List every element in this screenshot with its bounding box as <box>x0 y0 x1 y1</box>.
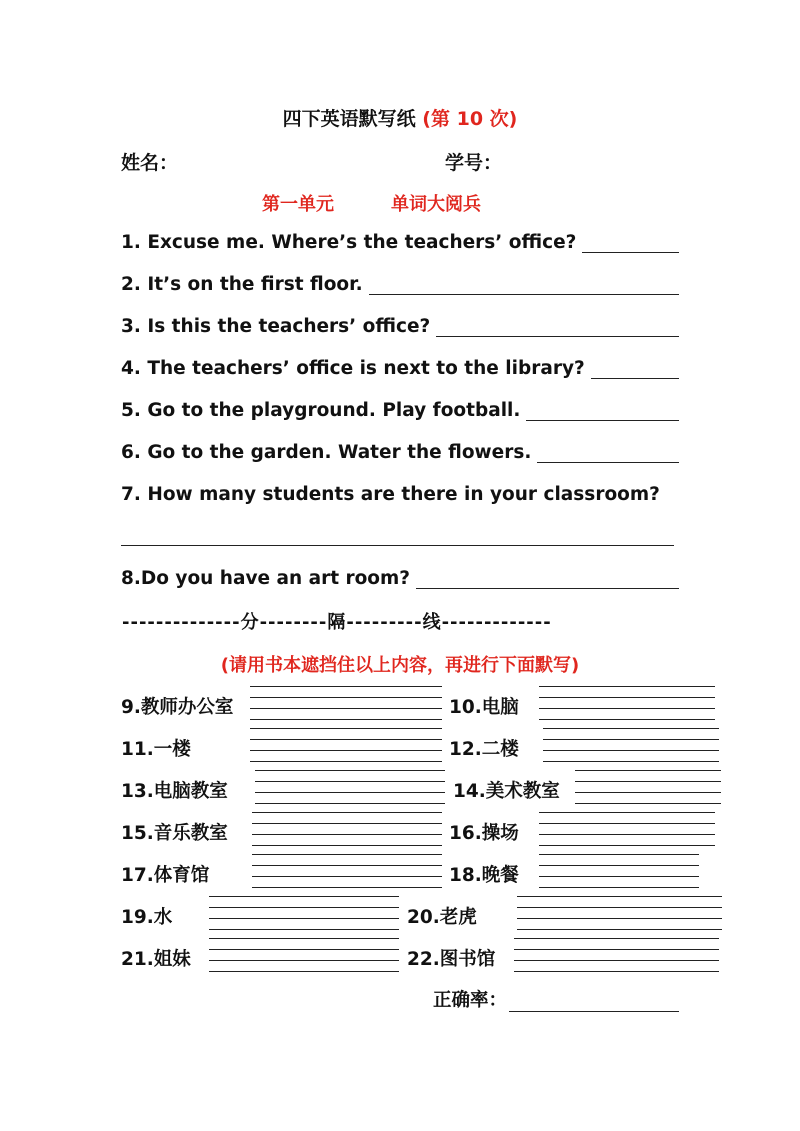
question-1: 1. Excuse me. Where’s the teachers’ office? <box>121 232 679 253</box>
word-label: 21.姐妹 <box>121 949 191 970</box>
accuracy-label: 正确率： <box>433 990 508 1011</box>
word-label: 22.图书馆 <box>407 949 496 970</box>
word-label: 20.老虎 <box>407 907 477 928</box>
writing-lines[interactable] <box>539 812 715 848</box>
question-5: 5. Go to the playground. Play football. <box>121 400 679 421</box>
writing-lines[interactable] <box>575 770 721 806</box>
writing-lines[interactable] <box>514 938 719 974</box>
writing-lines[interactable] <box>543 728 719 764</box>
word-label: 13.电脑教室 <box>121 781 228 802</box>
word-label: 17.体育馆 <box>121 865 210 886</box>
writing-lines[interactable] <box>250 728 442 764</box>
answer-line[interactable] <box>369 276 679 295</box>
writing-lines[interactable] <box>517 896 722 932</box>
word-label: 15.音乐教室 <box>121 823 228 844</box>
writing-lines[interactable] <box>539 854 699 890</box>
answer-line[interactable] <box>121 545 674 546</box>
answer-line[interactable] <box>526 402 679 421</box>
title-main: 四下英语默写纸 <box>282 108 416 130</box>
accuracy-field[interactable] <box>509 993 679 1012</box>
writing-lines[interactable] <box>209 938 399 974</box>
word-label: 18.晚餐 <box>449 865 519 886</box>
accuracy-row <box>433 986 679 1012</box>
word-label: 14.美术教室 <box>453 781 560 802</box>
question-3: 3. Is this the teachers’ office? <box>121 316 679 337</box>
word-label: 9.教师办公室 <box>121 697 234 718</box>
answer-line[interactable] <box>436 318 679 337</box>
writing-lines[interactable] <box>209 896 399 932</box>
student-id-label: 学号： <box>445 152 503 174</box>
word-label: 11.一楼 <box>121 739 191 760</box>
question-8: 8.Do you have an art room? <box>121 568 679 589</box>
section-label: 单词大阅兵 <box>391 194 481 215</box>
word-label: 19.水 <box>121 907 173 928</box>
word-label: 10.电脑 <box>449 697 519 718</box>
writing-lines[interactable] <box>250 686 442 722</box>
writing-lines[interactable] <box>252 812 442 848</box>
answer-line[interactable] <box>582 234 679 253</box>
word-label: 12.二楼 <box>449 739 519 760</box>
writing-lines[interactable] <box>252 854 442 890</box>
name-label: 姓名： <box>121 152 179 174</box>
answer-line[interactable] <box>591 360 679 379</box>
unit-label: 第一单元 <box>262 194 334 215</box>
page-title <box>0 104 800 131</box>
word-label: 16.操场 <box>449 823 519 844</box>
question-2: 2. It’s on the first floor. <box>121 274 679 295</box>
question-4: 4. The teachers’ office is next to the library? <box>121 358 679 379</box>
answer-line[interactable] <box>416 570 679 589</box>
question-6: 6. Go to the garden. Water the flowers. <box>121 442 679 463</box>
instruction-note: (请用书本遮挡住以上内容，再进行下面默写) <box>220 655 580 676</box>
title-round: (第 10 次) <box>422 108 518 130</box>
writing-lines[interactable] <box>539 686 715 722</box>
divider-line: --------------分--------隔---------线------------- <box>122 612 552 633</box>
writing-lines[interactable] <box>255 770 445 806</box>
answer-line[interactable] <box>537 444 679 463</box>
question-7: 7. How many students are there in your classroom? <box>121 484 660 505</box>
